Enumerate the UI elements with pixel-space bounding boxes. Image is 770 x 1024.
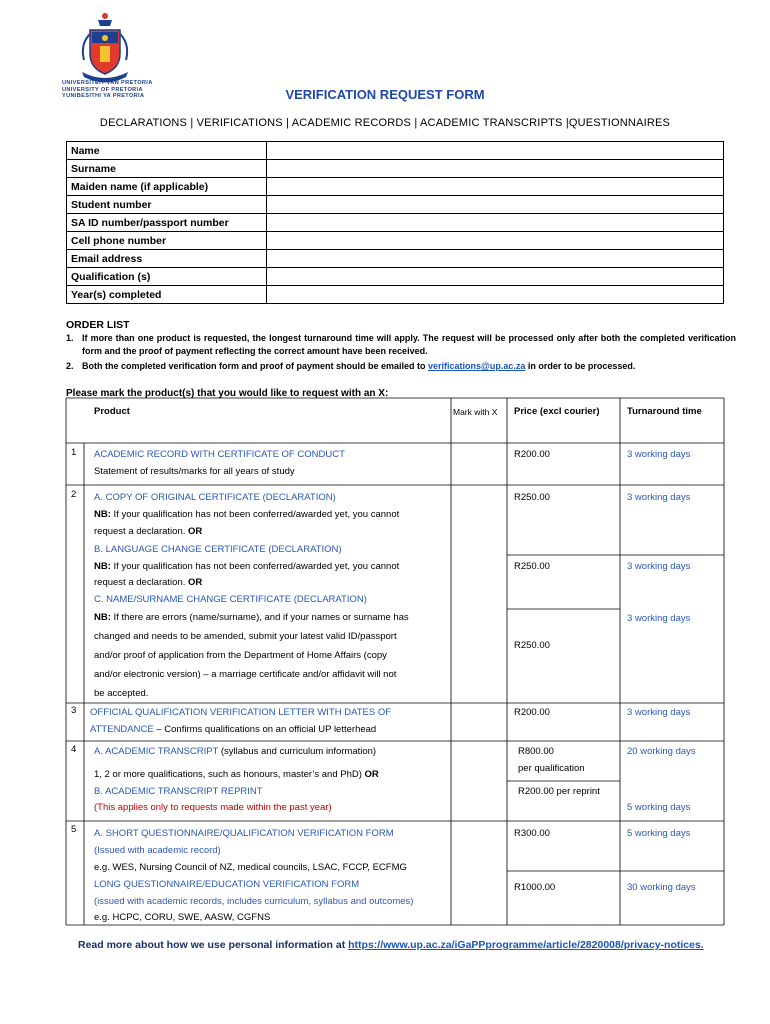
product-note: 1, 2 or more qualifications, such as honours, master’s and PhD) OR — [94, 769, 379, 780]
product-note: and/or electronic version) – a marriage certificate and/or affidavit will not — [94, 669, 397, 680]
turnaround: 3 working days — [627, 561, 691, 572]
col-header-price: Price (excl courier) — [514, 406, 600, 417]
product-note: NB: If your qualification has not been conferred/awarded yet, you cannot — [94, 509, 400, 520]
turnaround: 3 working days — [627, 492, 691, 503]
product-note: and/or proof of application from the Department of Home Affairs (copy — [94, 650, 387, 661]
field-label: Surname — [67, 160, 267, 178]
privacy-notice: Read more about how we use personal information at https://www.up.ac.za/iGaPPprogramme/article/2820008/privacy-notices. — [78, 939, 704, 951]
product-note: (issued with academic records, includes curriculum, syllabus and outcomes) — [94, 896, 414, 907]
turnaround: 3 working days — [627, 449, 691, 460]
price: R800.00 — [518, 746, 554, 757]
price: R300.00 — [514, 828, 550, 839]
product-note: (This applies only to requests made within the past year) — [94, 802, 332, 813]
col-header-mark: Mark with X — [453, 407, 498, 417]
col-header-turnaround: Turnaround time — [627, 406, 702, 417]
product-note: NB: If there are errors (name/surname), and if your names or surname has — [94, 612, 409, 623]
product-title: A. ACADEMIC TRANSCRIPT (syllabus and curriculum information) — [94, 746, 377, 757]
field-label: Year(s) completed — [67, 286, 267, 304]
mark-cell-4[interactable] — [452, 742, 506, 820]
order-item-text: in order to be processed. — [525, 361, 636, 371]
turnaround: 30 working days — [627, 882, 696, 893]
order-item-number: 2. — [66, 361, 74, 371]
field-label: SA ID number/passport number — [67, 214, 267, 232]
product-note: request a declaration. OR — [94, 577, 203, 588]
field-label: Email address — [67, 250, 267, 268]
product-title: A. COPY OF ORIGINAL CERTIFICATE (DECLARATION) — [94, 492, 336, 503]
order-item-text: If more than one product is requested, the longest turnaround time will apply. The request will be processed only after both the completed verification form and the proof of payment reflecting the correct amount have been received. — [82, 333, 736, 356]
university-name: UNIVERSITEIT VAN PRETORIA UNIVERSITY OF PRETORIA YUNIBESITHI YA PRETORIA — [62, 80, 153, 100]
price: R250.00 — [514, 640, 550, 651]
row-number: 5 — [71, 824, 77, 835]
price: R200.00 — [514, 707, 550, 718]
mark-cell-3[interactable] — [452, 704, 506, 740]
product-title: LONG QUESTIONNAIRE/EDUCATION VERIFICATION FORM — [94, 879, 360, 890]
privacy-link[interactable]: https://www.up.ac.za/iGaPPprogramme/article/2820008/privacy-notices. — [348, 939, 704, 951]
turnaround: 20 working days — [627, 746, 696, 757]
price: R200.00 per reprint — [518, 786, 600, 797]
product-note: NB: If your qualification has not been conferred/awarded yet, you cannot — [94, 561, 400, 572]
row-number: 2 — [71, 489, 77, 500]
product-desc: Statement of results/marks for all years of study — [94, 466, 295, 477]
product-note: be accepted. — [94, 688, 149, 699]
product-title: A. SHORT QUESTIONNAIRE/QUALIFICATION VERIFICATION FORM — [94, 828, 394, 839]
mark-instructions: Please mark the product(s) that you would like to request with an X: — [66, 388, 389, 399]
product-note: request a declaration. OR — [94, 526, 203, 537]
price-note: per qualification — [518, 763, 585, 774]
order-item-text: Both the completed verification form and proof of payment should be emailed to — [82, 361, 429, 371]
row-number: 3 — [71, 705, 77, 716]
mark-cell-2[interactable] — [452, 486, 506, 702]
col-header-product: Product — [94, 406, 130, 417]
verification-email-link[interactable]: verifications@up.ac.za — [428, 361, 526, 371]
mark-cell-5[interactable] — [452, 822, 506, 924]
product-title: C. NAME/SURNAME CHANGE CERTIFICATE (DECLARATION) — [94, 594, 367, 605]
field-label: Name — [67, 142, 267, 160]
form-subtitle: DECLARATIONS | VERIFICATIONS | ACADEMIC RECORDS | ACADEMIC TRANSCRIPTS |QUESTIONNAIRES — [99, 117, 671, 129]
product-title: B. ACADEMIC TRANSCRIPT REPRINT — [94, 786, 263, 797]
turnaround: 5 working days — [627, 828, 691, 839]
price: R1000.00 — [514, 882, 556, 893]
form-title: VERIFICATION REQUEST FORM — [285, 87, 485, 102]
order-item-number: 1. — [66, 333, 74, 343]
product-note: e.g. HCPC, CORU, SWE, AASW, CGFNS — [94, 912, 271, 923]
price: R200.00 — [514, 449, 550, 460]
order-list-heading: ORDER LIST — [66, 319, 130, 331]
mark-cell-1[interactable] — [452, 444, 506, 484]
field-label: Cell phone number — [67, 232, 267, 250]
field-label: Student number — [67, 196, 267, 214]
turnaround: 5 working days — [627, 802, 691, 813]
product-title: ACADEMIC RECORD WITH CERTIFICATE OF CONDUCT — [94, 449, 345, 460]
turnaround: 3 working days — [627, 707, 691, 718]
turnaround: 3 working days — [627, 613, 691, 624]
row-number: 1 — [71, 447, 77, 458]
product-note: e.g. WES, Nursing Council of NZ, medical councils, LSAC, FCCP, ECFMG — [94, 862, 407, 873]
price: R250.00 — [514, 561, 550, 572]
product-title: OFFICIAL QUALIFICATION VERIFICATION LETTER WITH DATES OF — [90, 707, 392, 718]
product-title: B. LANGUAGE CHANGE CERTIFICATE (DECLARATION) — [94, 544, 342, 555]
price: R250.00 — [514, 492, 550, 503]
product-note: (Issued with academic record) — [94, 845, 221, 856]
field-label: Qualification (s) — [67, 268, 267, 286]
product-desc: ATTENDANCE – Confirms qualifications on an official UP letterhead — [90, 724, 377, 735]
row-number: 4 — [71, 744, 77, 755]
product-note: changed and needs to be amended, submit your latest valid ID/passport — [94, 631, 397, 642]
field-label: Maiden name (if applicable) — [67, 178, 267, 196]
